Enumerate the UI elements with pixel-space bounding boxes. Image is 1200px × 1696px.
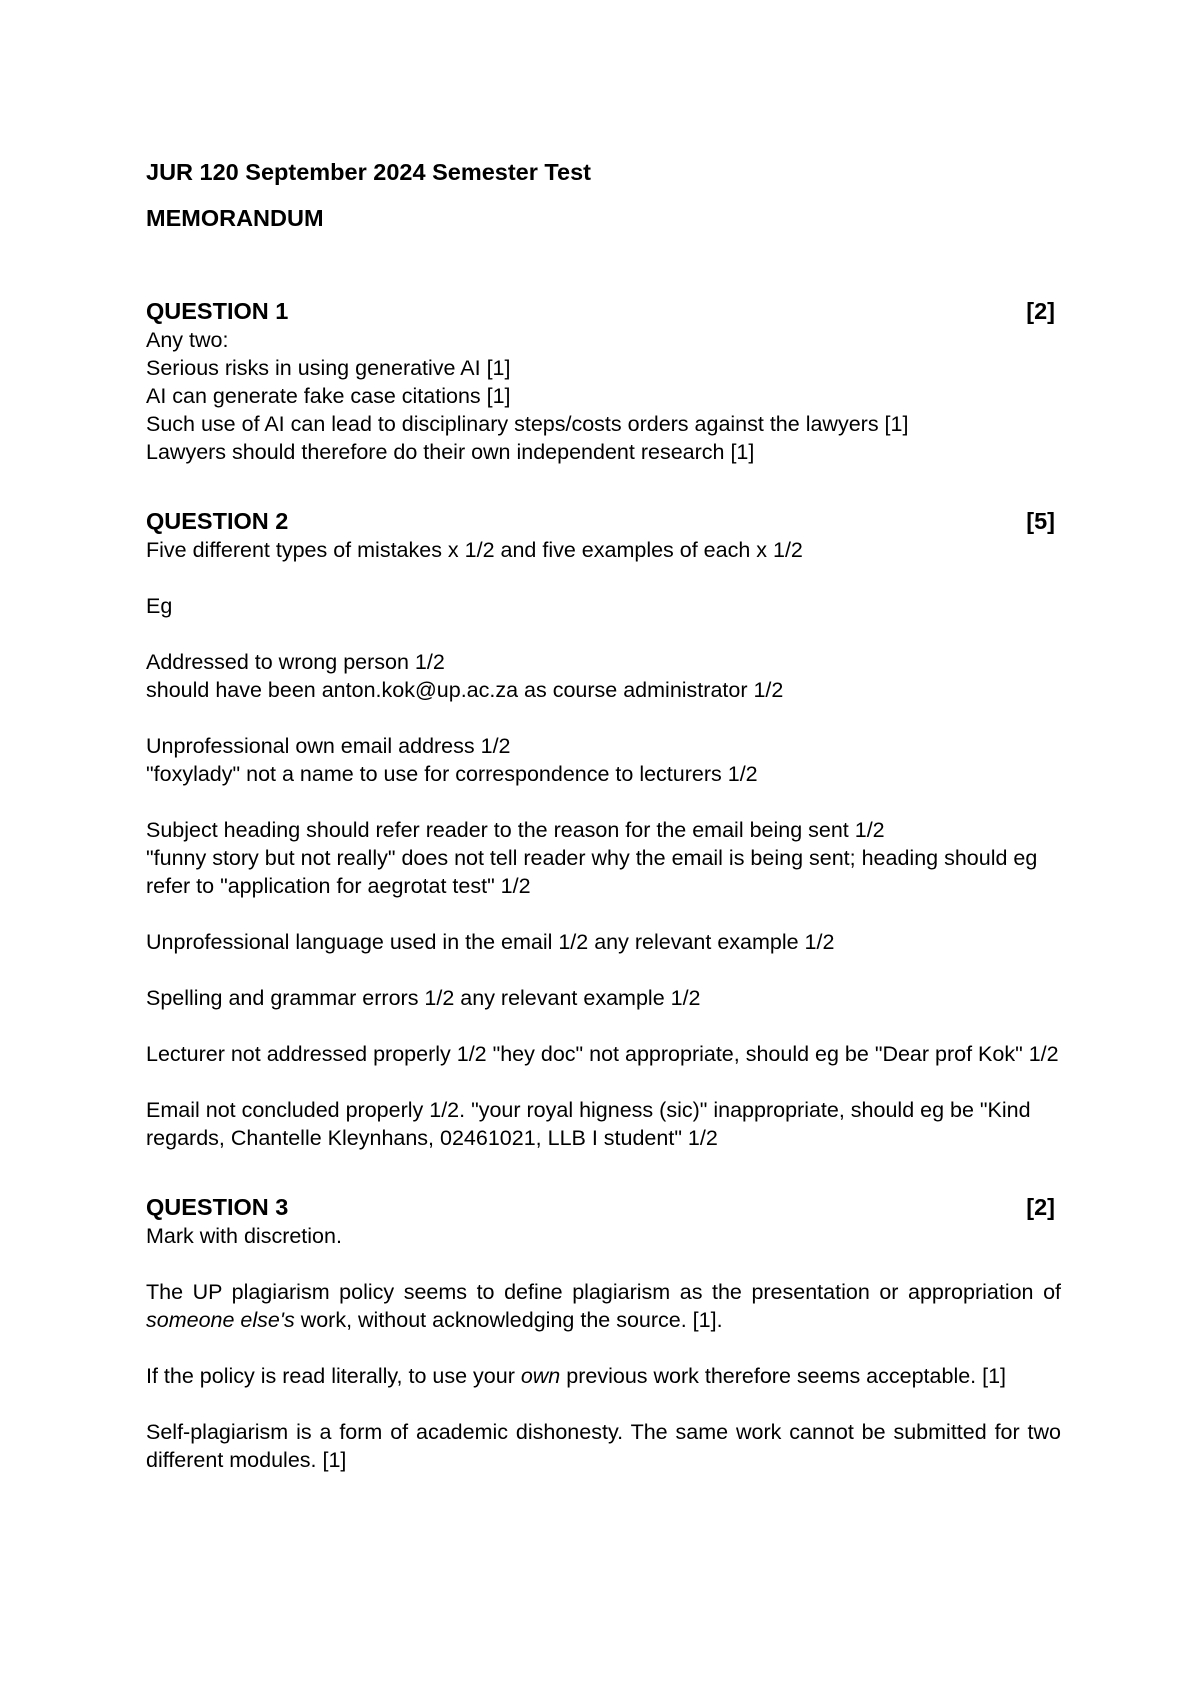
question-3-p2-text: If the policy is read literally, to use your [146,1364,521,1388]
question-2-item: Unprofessional language used in the email 1/2 any relevant example 1/2 [146,930,835,954]
question-3-section [146,1192,1061,1474]
question-1-heading: QUESTION 1 [146,298,289,324]
question-2-intro: Five different types of mistakes x 1/2 and five examples of each x 1/2 [146,538,803,562]
question-3-heading: QUESTION 3 [146,1194,289,1220]
question-3-paragraph-1 [146,1278,1061,1334]
question-1-line: AI can generate fake case citations [1] [146,384,511,408]
question-2-item: Email not concluded properly 1/2. "your royal higness (sic)" inappropriate, should eg be "Kind regards, Chantelle Kleynhans, 02461021, LLB I student" 1/2 [146,1098,1031,1150]
question-2-heading: QUESTION 2 [146,508,289,534]
question-1-line: Such use of AI can lead to disciplinary steps/costs orders against the lawyers [1] [146,412,909,436]
question-1-line: Lawyers should therefore do their own independent research [1] [146,440,755,464]
question-1-header [146,296,1061,326]
question-2-item: Lecturer not addressed properly 1/2 "hey doc" not appropriate, should eg be "Dear prof Kok" 1/2 [146,1042,1059,1066]
question-3-p1-text-end: work, without acknowledging the source. [1]. [294,1308,723,1332]
question-3-paragraph-3: Self-plagiarism is a form of academic dishonesty. The same work cannot be submitted for two different modules. [1] [146,1420,1061,1472]
question-3-header [146,1192,1061,1222]
question-2-item: Subject heading should refer reader to the reason for the email being sent 1/2 [146,818,885,842]
question-3-paragraph-2 [146,1362,1061,1390]
document-page [146,156,1061,1474]
question-3-intro: Mark with discretion. [146,1224,342,1248]
question-3-p2-text-end: previous work therefore seems acceptable. [1] [560,1364,1007,1388]
question-3-p1-emphasis: someone else's [146,1308,295,1332]
question-2-item: "foxylady" not a name to use for correspondence to lecturers 1/2 [146,762,758,786]
question-2-header [146,506,1061,536]
question-1-line: Any two: [146,328,229,352]
question-2-item: "funny story but not really" does not tell reader why the email is being sent; heading should eg refer to "application for aegrotat test" 1/2 [146,846,1038,898]
question-2-item: Spelling and grammar errors 1/2 any relevant example 1/2 [146,986,701,1010]
question-2-section [146,506,1061,1152]
question-3-p1-text: The UP plagiarism policy seems to define plagiarism as the presentation or appropriation of [146,1280,1061,1304]
question-3-p2-emphasis: own [520,1364,561,1388]
question-2-item: Unprofessional own email address 1/2 [146,734,511,758]
question-3-marks: [2] [1026,1194,1055,1220]
document-title: JUR 120 September 2024 Semester Test [146,159,591,185]
question-2-marks: [5] [1026,508,1055,534]
document-subtitle: MEMORANDUM [146,205,324,231]
question-1-section [146,296,1061,466]
question-1-line: Serious risks in using generative AI [1] [146,356,511,380]
question-2-eg: Eg [146,594,173,618]
question-2-item: should have been anton.kok@up.ac.za as course administrator 1/2 [146,678,784,702]
question-1-marks: [2] [1026,298,1055,324]
question-2-item: Addressed to wrong person 1/2 [146,650,445,674]
